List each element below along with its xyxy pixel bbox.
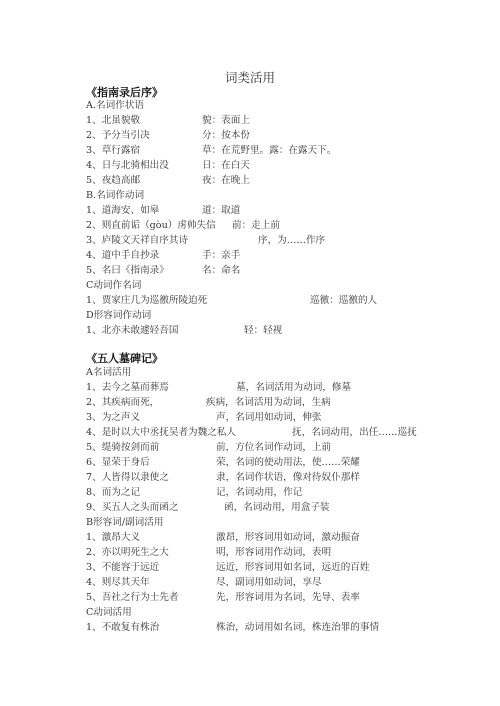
example-line: 8、而为之记 bbox=[86, 487, 141, 498]
example-explanation: 明，形容词用作动词，表明 bbox=[216, 547, 332, 558]
example-line: 1、不敢复有株治 bbox=[86, 622, 160, 633]
subsection-b-heading: B.名词作动词 bbox=[86, 190, 145, 201]
example-line: 1、贾家庄几为巡徼所陵迫死 bbox=[86, 295, 208, 306]
example-explanation: 抚，名词动用，出任……巡抚 bbox=[292, 427, 417, 438]
example-line: 1、激昂大义 bbox=[86, 532, 141, 543]
example-explanation: 夜：在晚上 bbox=[202, 175, 250, 186]
example-line: 1、道海安、如皋 bbox=[86, 205, 160, 216]
example-line: 4、日与北骑相出没 bbox=[86, 160, 169, 171]
example-line: 5、缇骑按剑而前 bbox=[86, 442, 160, 453]
example-line: 3、草行露宿 bbox=[86, 145, 141, 156]
example-line: 6、显荣于身后 bbox=[86, 457, 150, 468]
example-explanation: 前：走上前 bbox=[232, 220, 280, 231]
example-explanation: 荣，名词的使动用法，使……荣耀 bbox=[216, 457, 360, 468]
example-line: 5、夜趋高邮 bbox=[86, 175, 141, 186]
example-explanation: 手：亲手 bbox=[202, 250, 241, 261]
example-explanation: 函，名词动用，用盒子装 bbox=[224, 502, 330, 513]
example-explanation: 株治，动词用如名词，株连治罪的事情 bbox=[216, 622, 380, 633]
example-line: 1、北虽貌敬 bbox=[86, 115, 141, 126]
example-line: 5、名曰《指南录》 bbox=[86, 265, 169, 276]
section-heading-1: 《指南录后序》 bbox=[86, 86, 163, 99]
example-line: 4、是时以大中丞抚吴者为魏之私人 bbox=[86, 427, 237, 438]
example-line: 3、为之声义 bbox=[86, 412, 141, 423]
example-explanation: 序，为……作序 bbox=[258, 235, 326, 246]
example-explanation: 日：在白天 bbox=[202, 160, 250, 171]
example-line: 4、则尽其天年 bbox=[86, 577, 150, 588]
section-heading-2: 《五人墓碑记》 bbox=[86, 352, 163, 365]
example-line: 5、吾社之行为士先者 bbox=[86, 592, 179, 603]
example-line: 2、则直前诟（gòu）虏帅失信 bbox=[86, 220, 216, 231]
example-explanation: 墓，名词活用为动词，修墓 bbox=[236, 382, 352, 393]
example-line: 2、亦以明死生之大 bbox=[86, 547, 169, 558]
subsection-d-heading: D形容词作动词 bbox=[86, 310, 152, 321]
example-explanation: 声，名词用如动词，伸张 bbox=[216, 412, 322, 423]
example-explanation: 道：取道 bbox=[202, 205, 241, 216]
example-explanation: 记，名词动用，作记 bbox=[216, 487, 303, 498]
example-line: 1、去今之墓而葬焉 bbox=[86, 382, 169, 393]
example-explanation: 分：按本份 bbox=[202, 130, 250, 141]
example-explanation: 疾病，名词活用为动词，生病 bbox=[206, 397, 331, 408]
example-line: 4、道中手自抄录 bbox=[86, 250, 160, 261]
subsection-c-heading: C动词活用 bbox=[86, 607, 132, 618]
example-line: 2、其疾病而死， bbox=[86, 397, 160, 408]
subsection-b-heading: B形容词/副词活用 bbox=[86, 517, 164, 528]
example-explanation: 隶，名词作状语，像对待奴仆那样 bbox=[216, 472, 360, 483]
page-title: 词类活用 bbox=[224, 70, 275, 85]
example-explanation: 轻：轻视 bbox=[244, 325, 283, 336]
example-line: 2、予分当引决 bbox=[86, 130, 150, 141]
example-explanation: 名：命名 bbox=[202, 265, 241, 276]
subsection-c-heading: C动词作名词 bbox=[86, 280, 142, 291]
example-line: 1、北亦未敢遽轻吾国 bbox=[86, 325, 179, 336]
example-explanation: 远近，形容词用如名词，远近的百姓 bbox=[216, 562, 370, 573]
example-line: 3、庐陵文天祥自序其诗 bbox=[86, 235, 189, 246]
subsection-a-heading: A名词活用 bbox=[86, 367, 132, 378]
example-explanation: 前，方位名词作动词，上前 bbox=[216, 442, 332, 453]
example-line: 7、人皆得以隶使之 bbox=[86, 472, 169, 483]
example-explanation: 貌：表面上 bbox=[202, 115, 250, 126]
example-explanation: 草：在荒野里。露：在露天下。 bbox=[202, 145, 337, 156]
example-line: 3、不能容于远近 bbox=[86, 562, 160, 573]
example-line: 9、买五人之头而函之 bbox=[86, 502, 179, 513]
example-explanation: 先，形容词用为名词，先导、表率 bbox=[216, 592, 360, 603]
example-explanation: 激昂，形容词用如动词，激动振奋 bbox=[216, 532, 360, 543]
subsection-a-heading: A.名词作状语 bbox=[86, 100, 144, 111]
example-explanation: 巡徼：巡徼的人 bbox=[310, 295, 378, 306]
example-explanation: 尽，副词用如动词，享尽 bbox=[216, 577, 322, 588]
